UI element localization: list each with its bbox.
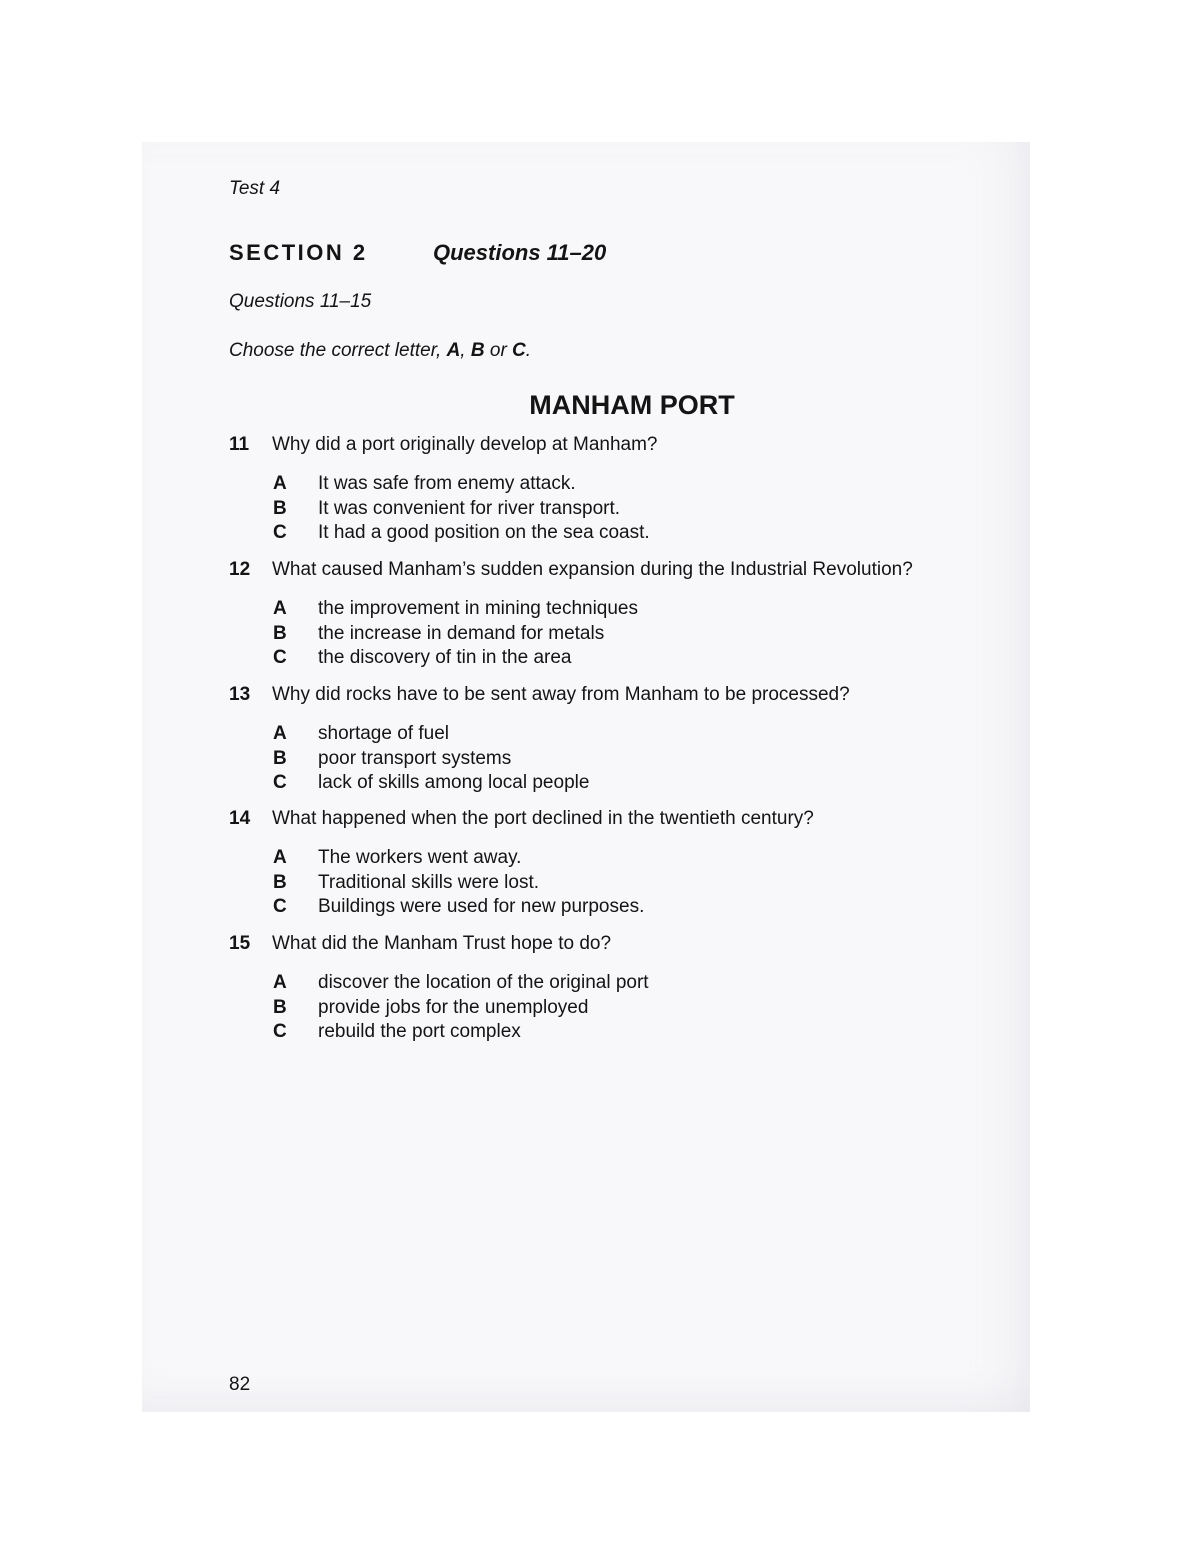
page-number: 82 bbox=[229, 1374, 251, 1395]
question-11 bbox=[229, 434, 1009, 547]
instruction-suffix: . bbox=[525, 340, 532, 361]
option-letter: B bbox=[273, 996, 287, 1018]
option-b bbox=[229, 498, 1009, 523]
option-text: Buildings were used for new purposes. bbox=[318, 896, 645, 917]
option-text: lack of skills among local people bbox=[318, 772, 590, 793]
option-b bbox=[229, 748, 1009, 773]
option-text: It was safe from enemy attack. bbox=[318, 473, 576, 494]
option-text: Traditional skills were lost. bbox=[318, 871, 540, 893]
option-b bbox=[229, 997, 1009, 1022]
option-list bbox=[229, 972, 1009, 1046]
option-c bbox=[229, 896, 1009, 921]
option-c bbox=[229, 522, 1009, 547]
option-list bbox=[229, 847, 1009, 921]
option-letter: A bbox=[273, 473, 287, 494]
option-a bbox=[229, 473, 1009, 498]
option-c bbox=[229, 647, 1009, 672]
question-number: 11 bbox=[229, 434, 250, 455]
question-text: Why did a port originally develop at Manham? bbox=[272, 434, 658, 455]
option-a bbox=[229, 972, 1009, 997]
instruction-sep-1: , bbox=[460, 340, 471, 361]
option-text: poor transport systems bbox=[318, 747, 512, 769]
question-text: What did the Manham Trust hope to do? bbox=[272, 933, 612, 954]
instruction-letter-b: B bbox=[470, 340, 485, 361]
instruction-letter-a: A bbox=[446, 340, 461, 361]
option-letter: C bbox=[273, 772, 287, 793]
option-text: the increase in demand for metals bbox=[318, 622, 605, 644]
question-number: 14 bbox=[229, 808, 251, 829]
question-number: 12 bbox=[229, 559, 251, 580]
option-letter: B bbox=[273, 622, 287, 644]
option-c bbox=[229, 772, 1009, 797]
option-text: provide jobs for the unemployed bbox=[318, 996, 589, 1018]
option-list bbox=[229, 598, 1009, 672]
question-text: Why did rocks have to be sent away from Manham to be processed? bbox=[272, 684, 850, 705]
option-a bbox=[229, 847, 1009, 872]
option-letter: A bbox=[273, 598, 287, 619]
option-text: The workers went away. bbox=[318, 847, 522, 868]
section-title: SECTION 2 bbox=[229, 240, 368, 265]
option-text: discover the location of the original port bbox=[318, 972, 649, 993]
option-text: rebuild the port complex bbox=[318, 1021, 521, 1042]
option-letter: B bbox=[273, 747, 287, 769]
instruction-letter-c: C bbox=[512, 340, 526, 361]
option-letter: A bbox=[273, 972, 287, 993]
option-text: It had a good position on the sea coast. bbox=[318, 522, 650, 543]
question-15 bbox=[229, 933, 1009, 1046]
question-12 bbox=[229, 559, 1009, 672]
subsection-range: Questions 11–15 bbox=[229, 291, 372, 312]
option-letter: B bbox=[273, 871, 287, 893]
instruction bbox=[229, 340, 531, 362]
question-number: 15 bbox=[229, 933, 251, 954]
instruction-prefix: Choose the correct letter, bbox=[229, 340, 447, 361]
option-letter: A bbox=[273, 723, 287, 744]
test-label: Test 4 bbox=[229, 178, 281, 199]
option-letter: C bbox=[273, 896, 287, 917]
instruction-sep-2: or bbox=[484, 340, 513, 361]
option-text: the improvement in mining techniques bbox=[318, 598, 639, 619]
document-title: MANHAM PORT bbox=[529, 390, 735, 420]
section-questions-range: Questions 11–20 bbox=[433, 240, 607, 265]
option-letter: C bbox=[273, 522, 287, 543]
option-list bbox=[229, 723, 1009, 797]
option-letter: A bbox=[273, 847, 287, 868]
option-list bbox=[229, 473, 1009, 547]
option-b bbox=[229, 623, 1009, 648]
option-b bbox=[229, 872, 1009, 897]
option-a bbox=[229, 723, 1009, 748]
option-text: shortage of fuel bbox=[318, 723, 449, 744]
question-number: 13 bbox=[229, 684, 251, 705]
option-letter: C bbox=[273, 647, 287, 668]
option-a bbox=[229, 598, 1009, 623]
option-letter: B bbox=[273, 497, 287, 519]
option-c bbox=[229, 1021, 1009, 1046]
option-text: It was convenient for river transport. bbox=[318, 497, 621, 519]
question-text: What happened when the port declined in the twentieth century? bbox=[272, 808, 814, 829]
question-text: What caused Manham’s sudden expansion during the Industrial Revolution? bbox=[272, 559, 913, 580]
option-text: the discovery of tin in the area bbox=[318, 647, 572, 668]
question-13 bbox=[229, 684, 1009, 797]
question-14 bbox=[229, 808, 1009, 921]
option-letter: C bbox=[273, 1021, 287, 1042]
